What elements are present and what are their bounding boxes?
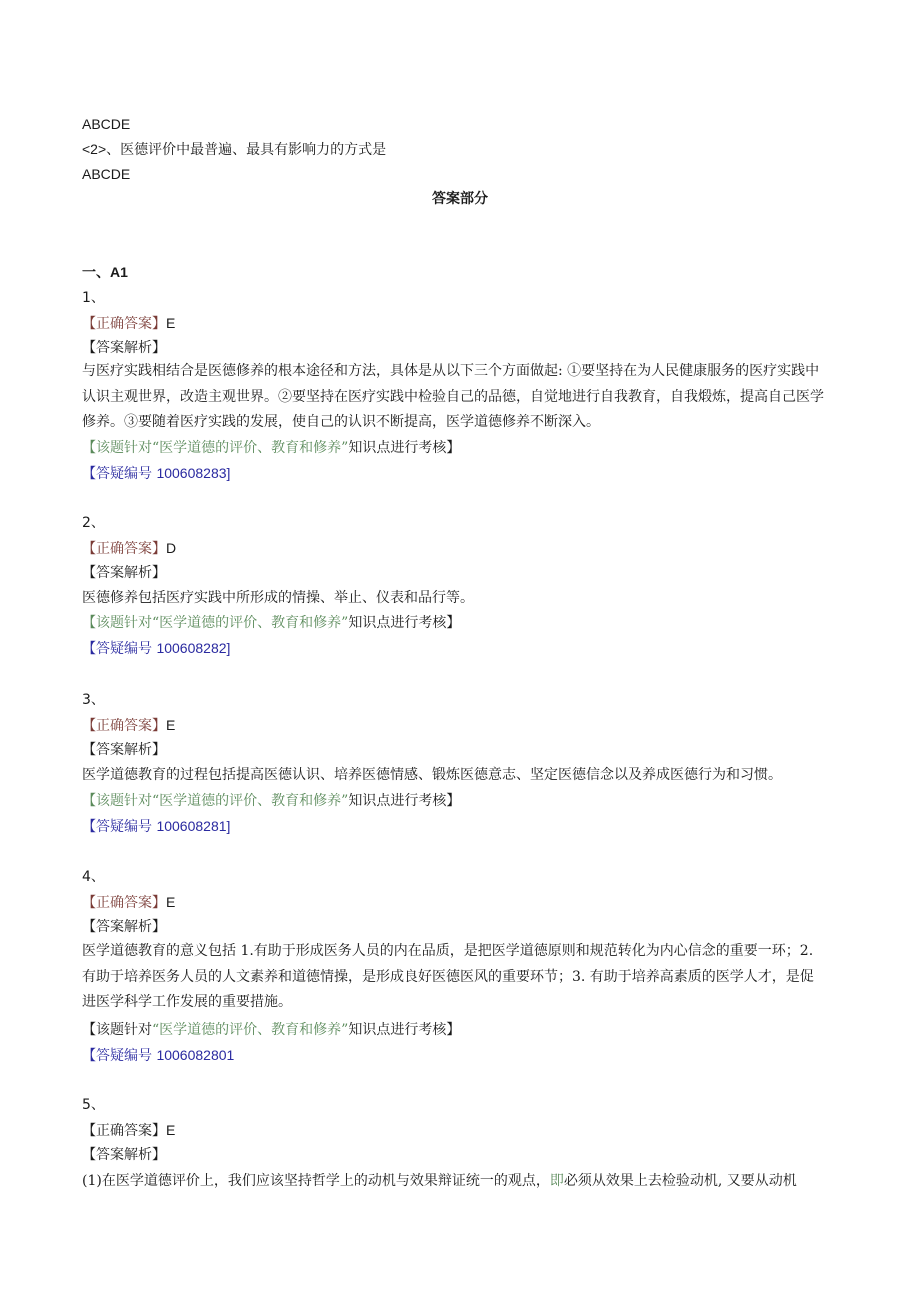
analysis-part-b: 即 <box>549 1173 564 1189</box>
knowledge-point-line <box>82 438 460 458</box>
analysis-part-c: 必须从效果上去检验动机, 又要从动机 <box>563 1173 797 1189</box>
section-prefix: 一、 <box>82 265 110 281</box>
qid-prefix: 【答疑编号 <box>82 819 157 835</box>
analysis-label: 【答案解析】 <box>82 919 166 935</box>
correct-answer-value: E <box>166 717 176 733</box>
correct-answer-label: 【正确答案】 <box>82 541 166 557</box>
kp-prefix: 【该题针对 <box>82 793 152 809</box>
item-number: 4、 <box>82 869 105 885</box>
correct-answer-label: 【正确答案】 <box>82 316 166 332</box>
section-heading <box>82 262 128 283</box>
kp-prefix: 【该题针对 <box>82 440 152 456</box>
kp-suffix: 知识点进行考核】 <box>348 615 461 631</box>
analysis-text: 医学道德教育的过程包括提高医德认识、培养医德情感、锻炼医德意志、坚定医德信念以及养成医德行为和习惯。 <box>82 767 782 783</box>
question-id-line <box>82 463 230 484</box>
qid-prefix: 【答疑编号 <box>82 466 157 482</box>
kp-name: “医学道德的评价、教育和修养” <box>152 1022 349 1038</box>
kp-prefix: 【该题针对 <box>82 615 152 631</box>
kp-name: “医学道德的评价、教育和修养” <box>152 615 349 631</box>
analysis-text: 与医疗实践相结合是医德修养的根本途径和方法，具体是从以下三个方面做起: ①要坚持在为人民健康服务的医疗实践中认识主观世界，改造主观世界。②要坚持在医疗实践中检验自己的品德，自觉地进行自我教育，自我煅炼，提高自己医学修养。③要随着医疗实践的发展，使自己的认识不断提高，医学道德修养不断深入。 <box>82 363 824 430</box>
analysis-text <box>82 1171 797 1191</box>
question-id-line <box>82 1045 234 1066</box>
analysis-label: 【答案解析】 <box>82 742 166 758</box>
qid-value: 100608281] <box>156 818 231 834</box>
question-text: 、医德评价中最普遍、最具有影响力的方式是 <box>106 142 387 158</box>
question-2-line <box>82 139 386 160</box>
answer-section-title: 答案部分 <box>432 191 488 207</box>
options-line-2: ABCDE <box>82 166 131 182</box>
correct-answer-label: 【正确答案】 <box>82 1123 166 1139</box>
question-id-line <box>82 816 230 837</box>
kp-prefix: 【该题针对 <box>82 1022 152 1038</box>
correct-answer-value: E <box>166 894 176 910</box>
qid-value: 100608282] <box>156 640 231 656</box>
correct-answer-line <box>82 1120 175 1141</box>
options-line-1: ABCDE <box>82 116 131 132</box>
kp-name: “医学道德的评价、教育和修养” <box>152 793 349 809</box>
analysis-label: 【答案解析】 <box>82 565 166 581</box>
correct-answer-line <box>82 892 175 913</box>
kp-suffix: 知识点进行考核】 <box>348 440 461 456</box>
analysis-label: 【答案解析】 <box>82 1147 166 1163</box>
correct-answer-value: E <box>166 315 176 331</box>
analysis-text: 医学道德教育的意义包括 1.有助于形成医务人员的内在品质，是把医学道德原则和规范转化为内心信念的重要一环；2. 有助于培养医务人员的人文素养和道德情操，是形成良好医德医风的重要环节；3. 有助于培养高素质的医学人才，是促进医学科学工作发展的重要措施。 <box>82 943 814 1010</box>
kp-suffix: 知识点进行考核】 <box>348 793 461 809</box>
qid-value: 1006082801 <box>156 1047 235 1063</box>
kp-name: “医学道德的评价、教育和修养” <box>152 440 349 456</box>
item-number: 3、 <box>82 692 105 708</box>
question-number: <2> <box>82 141 107 157</box>
qid-prefix: 【答疑编号 <box>82 641 157 657</box>
qid-value: 100608283] <box>156 465 231 481</box>
analysis-text: 医德修养包括医疗实践中所形成的情操、举止、仪表和品行等。 <box>82 590 474 606</box>
section-name: A1 <box>110 264 128 280</box>
qid-prefix: 【答疑编号 <box>82 1048 157 1064</box>
analysis-label: 【答案解析】 <box>82 340 166 356</box>
item-number: 1、 <box>82 290 105 306</box>
knowledge-point-line <box>82 791 460 811</box>
question-id-line <box>82 638 230 659</box>
correct-answer-line <box>82 313 175 334</box>
correct-answer-value: E <box>166 1122 176 1138</box>
knowledge-point-line <box>82 1020 460 1040</box>
correct-answer-label: 【正确答案】 <box>82 895 166 911</box>
item-number: 2、 <box>82 515 105 531</box>
correct-answer-value: D <box>166 540 177 556</box>
knowledge-point-line <box>82 613 460 633</box>
correct-answer-line <box>82 715 175 736</box>
analysis-part-a: (1)在医学道德评价上，我们应该坚持哲学上的动机与效果辩证统一的观点， <box>82 1173 550 1189</box>
item-number: 5、 <box>82 1097 105 1113</box>
correct-answer-line <box>82 538 176 559</box>
kp-suffix: 知识点进行考核】 <box>348 1022 461 1038</box>
correct-answer-label: 【正确答案】 <box>82 718 166 734</box>
